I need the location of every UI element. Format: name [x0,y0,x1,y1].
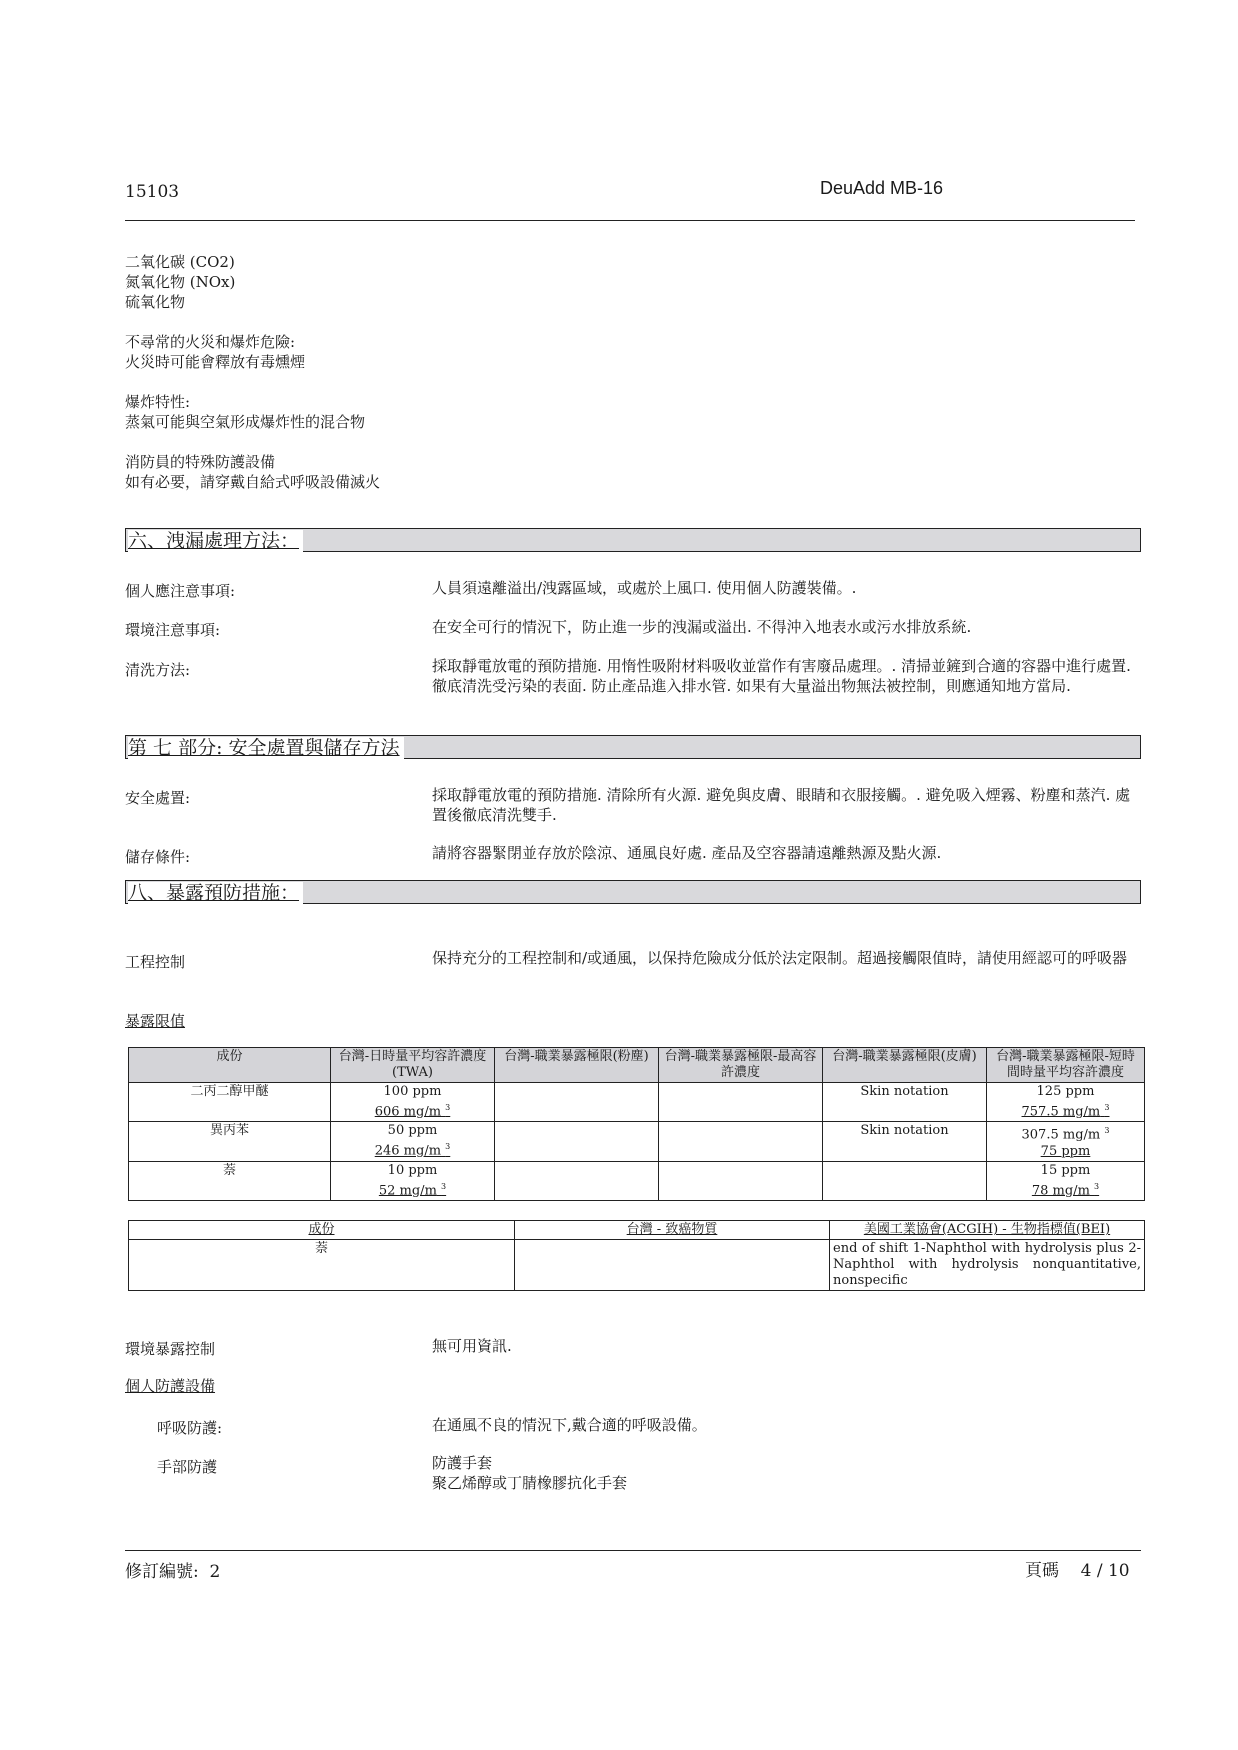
column-header: 台灣-職業暴露極限(皮膚) [823,1048,987,1083]
skin-cell: Skin notation [823,1122,987,1161]
product-name: DeuAdd MB-16 [820,178,944,198]
column-header: 台灣-日時量平均容許濃度(TWA) [331,1048,495,1083]
table-row [129,1122,1145,1161]
page-value: 4 / 10 [1080,1561,1130,1581]
field-label: 呼吸防護: [157,1419,223,1437]
field-value [432,1453,1144,1493]
field-value: 採取靜電放電的預防措施. 清除所有火源. 避免與皮膚、眼睛和衣服接觸。. 避免吸入煙霧、粉塵和蒸汽. 處置後徹底清洗雙手. [432,786,1131,824]
twa-mg [334,1179,491,1199]
stel-mg [990,1123,1141,1143]
stel-value-1: 307.5 mg/m [1021,1127,1101,1143]
skin-cell: Skin notation [823,1083,987,1122]
twa-cell [331,1083,495,1122]
stel-value-2: 757.5 mg/m [1021,1104,1101,1120]
hazard-text: 蒸氣可能與空氣形成爆炸性的混合物 [125,413,366,431]
table-row [129,1240,1145,1291]
footer-rule [125,1550,1141,1551]
stel-cell [987,1122,1145,1161]
ceiling-cell [659,1083,823,1122]
column-header: 台灣-職業暴露極限(粉塵) [495,1048,659,1083]
component-name: 二丙二醇甲醚 [129,1083,331,1122]
hazard-block [125,392,365,432]
field-value: 人員須遠離溢出/洩露區域，或處於上風口. 使用個人防護裝備。. [432,579,857,597]
dust-cell [495,1122,659,1161]
stel-cell [987,1083,1145,1122]
skin-cell [823,1161,987,1200]
table-row [129,1083,1145,1122]
header-rule [125,220,1135,221]
table-header-row [129,1221,1145,1240]
dust-cell [495,1083,659,1122]
field-label: 安全處置: [125,789,191,807]
hazard-title: 不尋常的火災和爆炸危險: [125,333,296,351]
twa-mg-value: 606 mg/m [374,1104,442,1120]
component-name: 異丙苯 [129,1122,331,1161]
combustion-products [125,252,235,312]
stel-mg [990,1179,1141,1199]
field-label: 環境注意事項: [125,621,221,639]
list-item: 硫氧化物 [125,293,186,311]
list-item: 二氧化碳 (CO2) [125,253,235,271]
field-label: 環境暴露控制 [125,1340,216,1358]
hand-protection-2: 聚乙烯醇或丁腈橡膠抗化手套 [432,1474,628,1492]
field-label: 儲存條件: [125,848,191,866]
document-number: 15103 [125,182,180,202]
field-label: 個人應注意事項: [125,582,236,600]
column-header: 台灣 - 致癌物質 [515,1221,830,1240]
field-label: 清洗方法: [125,661,191,679]
superscript: 3 [1094,1181,1100,1191]
twa-cell [331,1122,495,1161]
hazard-text: 火災時可能會釋放有毒燻煙 [125,353,306,371]
component-name: 萘 [129,1161,331,1200]
hazard-text: 如有必要，請穿戴自給式呼吸設備滅火 [125,473,381,491]
ppe-title: 個人防護設備 [125,1377,216,1395]
stel-value-2: 78 mg/m [1031,1182,1090,1198]
carcinogen-cell [515,1240,830,1291]
exposure-limits-title: 暴露限值 [125,1012,186,1030]
twa-mg [334,1100,491,1120]
stel-cell [987,1161,1145,1200]
superscript: 3 [445,1142,451,1152]
revision-label: 修訂編號: [125,1562,199,1582]
hand-protection-1: 防護手套 [432,1454,493,1472]
page-number [1025,1556,1130,1581]
hazard-title: 爆炸特性: [125,393,191,411]
hazard-block [125,332,305,372]
twa-mg-value: 52 mg/m [378,1182,437,1198]
list-item: 氮氧化物 (NOx) [125,273,236,291]
ceiling-cell [659,1161,823,1200]
field-label: 工程控制 [125,953,186,971]
field-value: 保持充分的工程控制和/或通風，以保持危險成分低於法定限制。超過接觸限值時，請使用經認可的呼吸器 [432,949,1128,967]
superscript: 3 [441,1181,447,1191]
field-label: 手部防護 [157,1458,218,1476]
stel-value-2: 75 ppm [1040,1143,1091,1159]
field-value: 請將容器緊閉並存放於陰涼、通風良好處. 產品及空容器請遠離熱源及點火源. [432,844,942,862]
twa-mg-value: 246 mg/m [374,1143,442,1159]
section-7-title: 第 七 部分: 安全處置與儲存方法 [128,737,404,759]
twa-mg [334,1139,491,1159]
section-6-header [125,528,1141,552]
section-6-title: 六、洩漏處理方法： [128,530,303,552]
field-value: 在通風不良的情況下,戴合適的呼吸設備。 [432,1416,707,1434]
field-value: 無可用資訊. [432,1337,512,1355]
dust-cell [495,1161,659,1200]
bei-cell: end of shift 1-Naphthol with hydrolysis plus 2-Naphthol with hydrolysis nonquantitative, nonspecific [830,1240,1145,1291]
column-header: 成份 [129,1048,331,1083]
stel-value-1: 15 ppm [1040,1162,1091,1178]
field-value: 在安全可行的情況下，防止進一步的洩漏或溢出. 不得沖入地表水或污水排放系統. [432,618,972,636]
bei-table [128,1220,1145,1291]
table-row [129,1161,1145,1200]
column-header: 台灣-職業暴露極限-最高容許濃度 [659,1048,823,1083]
twa-ppm: 100 ppm [383,1084,442,1099]
stel-value-1: 125 ppm [1036,1084,1095,1099]
exposure-limits-table [128,1047,1145,1201]
superscript: 3 [445,1103,451,1112]
column-header: 台灣-職業暴露極限-短時間時量平均容許濃度 [987,1048,1145,1083]
section-7-header [125,735,1141,759]
hazard-block [125,452,380,492]
ceiling-cell [659,1122,823,1161]
table-header-row [129,1048,1145,1083]
superscript: 3 [1104,1126,1110,1136]
section-8-title: 八、暴露預防措施： [128,882,303,904]
revision [125,1557,220,1582]
field-value: 採取靜電放電的預防措施. 用惰性吸附材料吸收並當作有害廢品處理。. 清掃並鏟到合適的容器中進行處置. 徹底清洗受污染的表面. 防止產品進入排水管. 如果有大量溢出物無法被控制，則應通知地方當局. [432,657,1131,695]
twa-ppm: 50 ppm [387,1123,438,1139]
twa-ppm: 10 ppm [387,1162,438,1178]
component-name: 萘 [129,1240,515,1291]
twa-cell [331,1161,495,1200]
stel-mg [990,1100,1141,1120]
revision-number: 2 [209,1562,221,1582]
page-label: 頁碼 [1025,1561,1059,1581]
section-8-header [125,880,1141,904]
superscript: 3 [1104,1103,1110,1112]
column-header: 美國工業協會(ACGIH) - 生物指標值(BEI) [830,1221,1145,1240]
column-header: 成份 [129,1221,515,1240]
hazard-title: 消防員的特殊防護設備 [125,453,276,471]
